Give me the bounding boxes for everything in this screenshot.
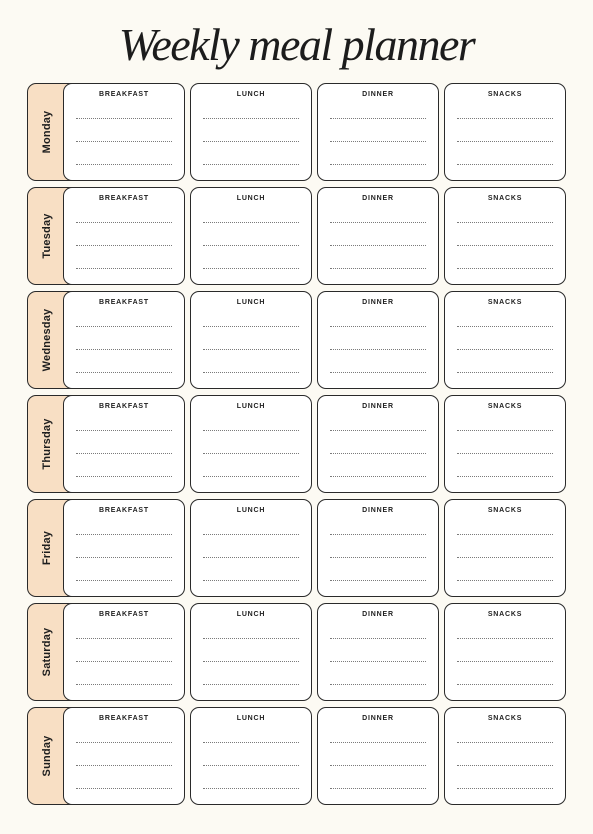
writing-line[interactable]	[76, 638, 172, 639]
writing-line[interactable]	[203, 476, 299, 477]
writing-line[interactable]	[203, 453, 299, 454]
writing-line[interactable]	[330, 141, 426, 142]
meal-label-snacks: SNACKS	[487, 91, 523, 98]
day-label: Friday	[41, 530, 53, 566]
breakfast-box[interactable]	[63, 83, 185, 181]
writing-line[interactable]	[76, 742, 172, 743]
dinner-box[interactable]	[317, 291, 439, 389]
writing-line[interactable]	[203, 372, 299, 373]
writing-line[interactable]	[330, 118, 426, 119]
writing-line[interactable]	[330, 684, 426, 685]
writing-line[interactable]	[76, 349, 172, 350]
meal-label-dinner: DINNER	[362, 195, 394, 202]
writing-line[interactable]	[203, 164, 299, 165]
writing-line[interactable]	[203, 638, 299, 639]
writing-line[interactable]	[76, 534, 172, 535]
lunch-box[interactable]	[190, 291, 312, 389]
meal-label-snacks: SNACKS	[487, 299, 523, 306]
writing-line[interactable]	[203, 141, 299, 142]
meal-label-snacks: SNACKS	[487, 611, 523, 618]
writing-line[interactable]	[457, 661, 553, 662]
writing-line[interactable]	[330, 222, 426, 223]
writing-line[interactable]	[457, 430, 553, 431]
writing-line[interactable]	[457, 222, 553, 223]
meal-label-dinner: DINNER	[362, 403, 394, 410]
day-row-friday	[27, 499, 566, 597]
writing-line[interactable]	[330, 661, 426, 662]
writing-line[interactable]	[330, 476, 426, 477]
writing-line[interactable]	[76, 222, 172, 223]
meal-label-lunch: LUNCH	[236, 507, 266, 514]
day-row-thursday	[27, 395, 566, 493]
writing-line[interactable]	[457, 765, 553, 766]
day-label: Monday	[41, 110, 53, 154]
meal-label-snacks: SNACKS	[487, 715, 523, 722]
meal-label-lunch: LUNCH	[236, 299, 266, 306]
lunch-box[interactable]	[190, 707, 312, 805]
snacks-box[interactable]	[444, 499, 566, 597]
dinner-box[interactable]	[317, 707, 439, 805]
writing-line[interactable]	[76, 430, 172, 431]
writing-line[interactable]	[330, 326, 426, 327]
writing-line[interactable]	[76, 788, 172, 789]
writing-line[interactable]	[457, 742, 553, 743]
writing-line[interactable]	[203, 326, 299, 327]
writing-line[interactable]	[330, 788, 426, 789]
writing-line[interactable]	[76, 765, 172, 766]
day-label: Sunday	[41, 735, 53, 777]
writing-line[interactable]	[203, 684, 299, 685]
writing-line[interactable]	[76, 684, 172, 685]
breakfast-box[interactable]	[63, 603, 185, 701]
meal-label-breakfast: BREAKFAST	[99, 299, 149, 306]
meal-label-lunch: LUNCH	[236, 611, 266, 618]
writing-line[interactable]	[330, 349, 426, 350]
writing-line[interactable]	[203, 430, 299, 431]
meal-label-dinner: DINNER	[362, 91, 394, 98]
writing-line[interactable]	[203, 742, 299, 743]
meal-label-dinner: DINNER	[362, 299, 394, 306]
dinner-box[interactable]	[317, 395, 439, 493]
writing-line[interactable]	[203, 788, 299, 789]
writing-line[interactable]	[330, 557, 426, 558]
day-label: Saturday	[41, 627, 53, 677]
writing-line[interactable]	[330, 372, 426, 373]
writing-line[interactable]	[330, 430, 426, 431]
snacks-box[interactable]	[444, 187, 566, 285]
meal-label-lunch: LUNCH	[236, 195, 266, 202]
writing-line[interactable]	[457, 118, 553, 119]
page-title: Weekly meal planner	[118, 19, 475, 70]
writing-line[interactable]	[76, 661, 172, 662]
day-row-sunday	[27, 707, 566, 805]
writing-line[interactable]	[457, 326, 553, 327]
lunch-box[interactable]	[190, 395, 312, 493]
meal-label-lunch: LUNCH	[236, 715, 266, 722]
writing-line[interactable]	[76, 580, 172, 581]
writing-line[interactable]	[457, 164, 553, 165]
writing-line[interactable]	[76, 453, 172, 454]
meal-label-dinner: DINNER	[362, 611, 394, 618]
writing-line[interactable]	[457, 245, 553, 246]
meal-label-snacks: SNACKS	[487, 195, 523, 202]
dinner-box[interactable]	[317, 83, 439, 181]
writing-line[interactable]	[76, 476, 172, 477]
writing-line[interactable]	[457, 580, 553, 581]
writing-line[interactable]	[76, 245, 172, 246]
meal-label-breakfast: BREAKFAST	[99, 403, 149, 410]
day-row-wednesday	[27, 291, 566, 389]
writing-line[interactable]	[457, 557, 553, 558]
meal-label-lunch: LUNCH	[236, 91, 266, 98]
snacks-box[interactable]	[444, 707, 566, 805]
dinner-box[interactable]	[317, 603, 439, 701]
writing-line[interactable]	[76, 118, 172, 119]
lunch-box[interactable]	[190, 187, 312, 285]
writing-line[interactable]	[457, 372, 553, 373]
meal-label-breakfast: BREAKFAST	[99, 715, 149, 722]
writing-line[interactable]	[203, 268, 299, 269]
writing-line[interactable]	[203, 118, 299, 119]
writing-line[interactable]	[457, 638, 553, 639]
writing-line[interactable]	[330, 765, 426, 766]
snacks-box[interactable]	[444, 83, 566, 181]
meal-label-breakfast: BREAKFAST	[99, 507, 149, 514]
writing-line[interactable]	[457, 788, 553, 789]
writing-line[interactable]	[330, 742, 426, 743]
writing-line[interactable]	[203, 349, 299, 350]
writing-line[interactable]	[203, 534, 299, 535]
writing-line[interactable]	[76, 268, 172, 269]
writing-line[interactable]	[330, 638, 426, 639]
meal-label-snacks: SNACKS	[487, 507, 523, 514]
writing-line[interactable]	[203, 765, 299, 766]
writing-line[interactable]	[203, 222, 299, 223]
writing-line[interactable]	[203, 580, 299, 581]
dinner-box[interactable]	[317, 187, 439, 285]
breakfast-box[interactable]	[63, 395, 185, 493]
writing-line[interactable]	[76, 164, 172, 165]
writing-line[interactable]	[457, 349, 553, 350]
writing-line[interactable]	[203, 661, 299, 662]
meal-label-lunch: LUNCH	[236, 403, 266, 410]
snacks-box[interactable]	[444, 291, 566, 389]
writing-line[interactable]	[457, 534, 553, 535]
writing-line[interactable]	[330, 268, 426, 269]
breakfast-box[interactable]	[63, 187, 185, 285]
writing-line[interactable]	[76, 372, 172, 373]
day-label: Thursday	[41, 418, 53, 470]
day-label: Wednesday	[41, 308, 53, 372]
writing-line[interactable]	[330, 245, 426, 246]
writing-line[interactable]	[457, 453, 553, 454]
writing-line[interactable]	[76, 557, 172, 558]
breakfast-box[interactable]	[63, 291, 185, 389]
snacks-box[interactable]	[444, 395, 566, 493]
breakfast-box[interactable]	[63, 707, 185, 805]
day-label: Tuesday	[41, 213, 53, 259]
breakfast-box[interactable]	[63, 499, 185, 597]
meal-label-breakfast: BREAKFAST	[99, 195, 149, 202]
day-row-monday	[27, 83, 566, 181]
dinner-box[interactable]	[317, 499, 439, 597]
writing-line[interactable]	[457, 684, 553, 685]
lunch-box[interactable]	[190, 499, 312, 597]
meal-label-dinner: DINNER	[362, 507, 394, 514]
meal-planner-grid	[27, 83, 566, 811]
snacks-box[interactable]	[444, 603, 566, 701]
meal-label-breakfast: BREAKFAST	[99, 91, 149, 98]
writing-line[interactable]	[330, 453, 426, 454]
writing-line[interactable]	[76, 326, 172, 327]
meal-label-breakfast: BREAKFAST	[99, 611, 149, 618]
writing-line[interactable]	[330, 534, 426, 535]
writing-line[interactable]	[203, 557, 299, 558]
writing-line[interactable]	[457, 476, 553, 477]
day-row-tuesday	[27, 187, 566, 285]
writing-line[interactable]	[203, 245, 299, 246]
writing-line[interactable]	[457, 268, 553, 269]
lunch-box[interactable]	[190, 603, 312, 701]
writing-line[interactable]	[457, 141, 553, 142]
writing-line[interactable]	[76, 141, 172, 142]
lunch-box[interactable]	[190, 83, 312, 181]
writing-line[interactable]	[330, 580, 426, 581]
meal-label-snacks: SNACKS	[487, 403, 523, 410]
meal-label-dinner: DINNER	[362, 715, 394, 722]
writing-line[interactable]	[330, 164, 426, 165]
day-row-saturday	[27, 603, 566, 701]
